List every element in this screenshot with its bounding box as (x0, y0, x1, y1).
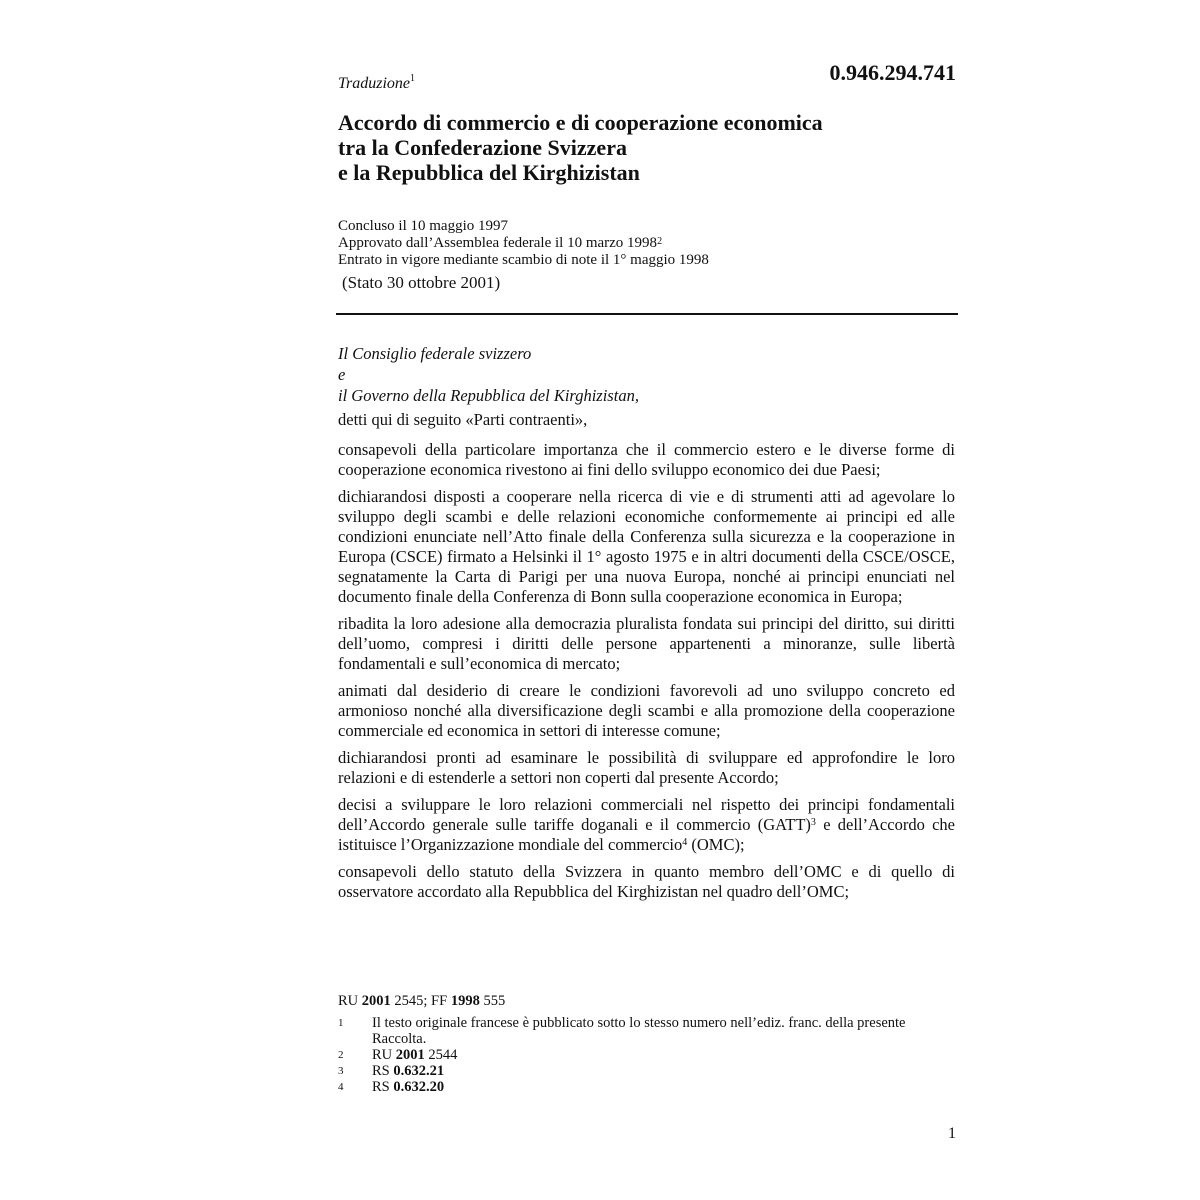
contracting-parties (338, 343, 639, 406)
status-date: (Stato 30 ottobre 2001) (342, 273, 501, 292)
footnote-text (372, 1079, 948, 1095)
preamble-body (338, 410, 955, 909)
preamble-paragraph: detti qui di seguito «Parti contraenti», (338, 410, 588, 429)
footnote-suffix: 2544 (424, 1047, 458, 1063)
ru-page: 2545; FF (390, 993, 451, 1009)
preamble-paragraph-gatt (338, 795, 955, 855)
publication-reference (338, 993, 948, 1009)
in-force-date: Entrato in vigore mediante scambio di note il 1° maggio 1998 (338, 252, 709, 268)
page-number: 1 (948, 1125, 956, 1142)
paragraph-text: decisi a sviluppare le loro relazioni commerciali nel rispetto dei principi fondamentali dell’Accordo generale sulle tariffe doganali e il commercio (GATT) (338, 795, 955, 834)
footnote-ref-value[interactable]: 0.632.20 (393, 1079, 445, 1095)
preamble-paragraph: animati dal desiderio di creare le condizioni favorevoli ad uno sviluppo concreto ed armonioso nonché alla diversificazione degli scambi e alla promozione della cooperazione commerciale ed economica in settori di interesse comune; (338, 681, 955, 740)
footnote-text (372, 1063, 948, 1079)
title-line-2: tra la Confederazione Svizzera (338, 135, 627, 160)
footnote-text: Il testo originale francese è pubblicato sotto lo stesso numero nell’ediz. franc. della presente Raccolta. (372, 1015, 906, 1047)
ff-year: 1998 (450, 993, 480, 1009)
footnote-1 (338, 1015, 948, 1047)
footnote-ref-2[interactable]: 2 (657, 236, 663, 247)
footnotes-section (338, 993, 948, 1095)
paragraph-text: (OMC); (687, 835, 745, 854)
footnote-ref-1[interactable]: 1 (410, 73, 416, 84)
translation-text: Traduzione (338, 75, 411, 92)
footnote-ref-value[interactable]: 0.632.21 (393, 1063, 445, 1079)
approved-date (338, 235, 709, 252)
footnote-number: 4 (338, 1081, 344, 1093)
paragraph-text: e dell’Accordo che istituisce l’Organizzazione mondiale del commercio (338, 815, 955, 854)
footnote-prefix: RS (372, 1063, 394, 1079)
footnote-number: 3 (338, 1065, 344, 1077)
header-divider (336, 313, 958, 315)
footnote-ref-4[interactable]: 4 (682, 837, 688, 848)
preamble-paragraph: dichiarandosi disposti a cooperare nella ricerca di vie e di strumenti atti ad agevolare lo sviluppo degli scambi e delle relazioni economiche conformemente ai principi ed alle condizioni enunciate nell’Atto finale della Conferenza sulla sicurezza e la cooperazione in Europa (CSCE) firmato a Helsinki il 1° agosto 1975 e in altri documenti della CSCE/OSCE, segnatamente la Carta di Parigi per una nuova Europa, nonché ai principi enunciati nel documento finale della Conferenza di Bonn sulla cooperazione economica in Europa; (338, 487, 955, 606)
sr-number: 0.946.294.741 (829, 60, 956, 85)
translation-label (338, 75, 415, 93)
footnote-ref-3[interactable]: 3 (810, 817, 816, 828)
preamble-paragraph: ribadita la loro adesione alla democrazia pluralista fondata sui principi del diritto, sui diritti dell’uomo, compresi i diritti delle persone appartenenti a minoranze, sulle libertà fondamentali e sull’economica di mercato; (338, 614, 955, 673)
footnote-number: 1 (338, 1017, 344, 1029)
preamble-paragraph: consapevoli della particolare importanza che il commercio estero e le diverse forme di cooperazione economica rivestono ai fini dello sviluppo economico dei due Paesi; (338, 440, 955, 479)
footnote-2 (338, 1047, 948, 1063)
preamble-paragraph: consapevoli dello statuto della Svizzera in quanto membro dell’OMC e di quello di osservatore accordato alla Repubblica del Kirghizistan nel quadro dell’OMC; (338, 862, 955, 901)
ff-page: 555 (479, 993, 506, 1009)
party-switzerland: Il Consiglio federale svizzero (338, 344, 532, 363)
approved-text: Approvato dall’Assemblea federale il 10 marzo 1998 (338, 235, 658, 251)
title-line-1: Accordo di commercio e di cooperazione economica (338, 110, 823, 135)
preamble-paragraph: dichiarandosi pronti ad esaminare le possibilità di sviluppare ed approfondire le loro relazioni e di estenderle a settori non coperti dal presente Accordo; (338, 748, 955, 787)
party-kyrgyzstan: il Governo della Repubblica del Kirghizistan, (338, 386, 639, 405)
footnote-text (372, 1047, 948, 1063)
concluded-date: Concluso il 10 maggio 1997 (338, 218, 508, 234)
party-conjunction: e (338, 365, 346, 384)
footnote-prefix: RS (372, 1079, 394, 1095)
title-line-3: e la Repubblica del Kirghizistan (338, 160, 640, 185)
footnote-4 (338, 1079, 948, 1095)
document-title (338, 110, 823, 185)
footnote-3 (338, 1063, 948, 1079)
document-dates (338, 218, 709, 269)
ru-year: 2001 (361, 993, 391, 1009)
footnote-prefix: RU (372, 1047, 396, 1063)
ru-prefix: RU (338, 993, 362, 1009)
footnote-ref-value: 2001 (395, 1047, 425, 1063)
footnote-number: 2 (338, 1049, 344, 1061)
